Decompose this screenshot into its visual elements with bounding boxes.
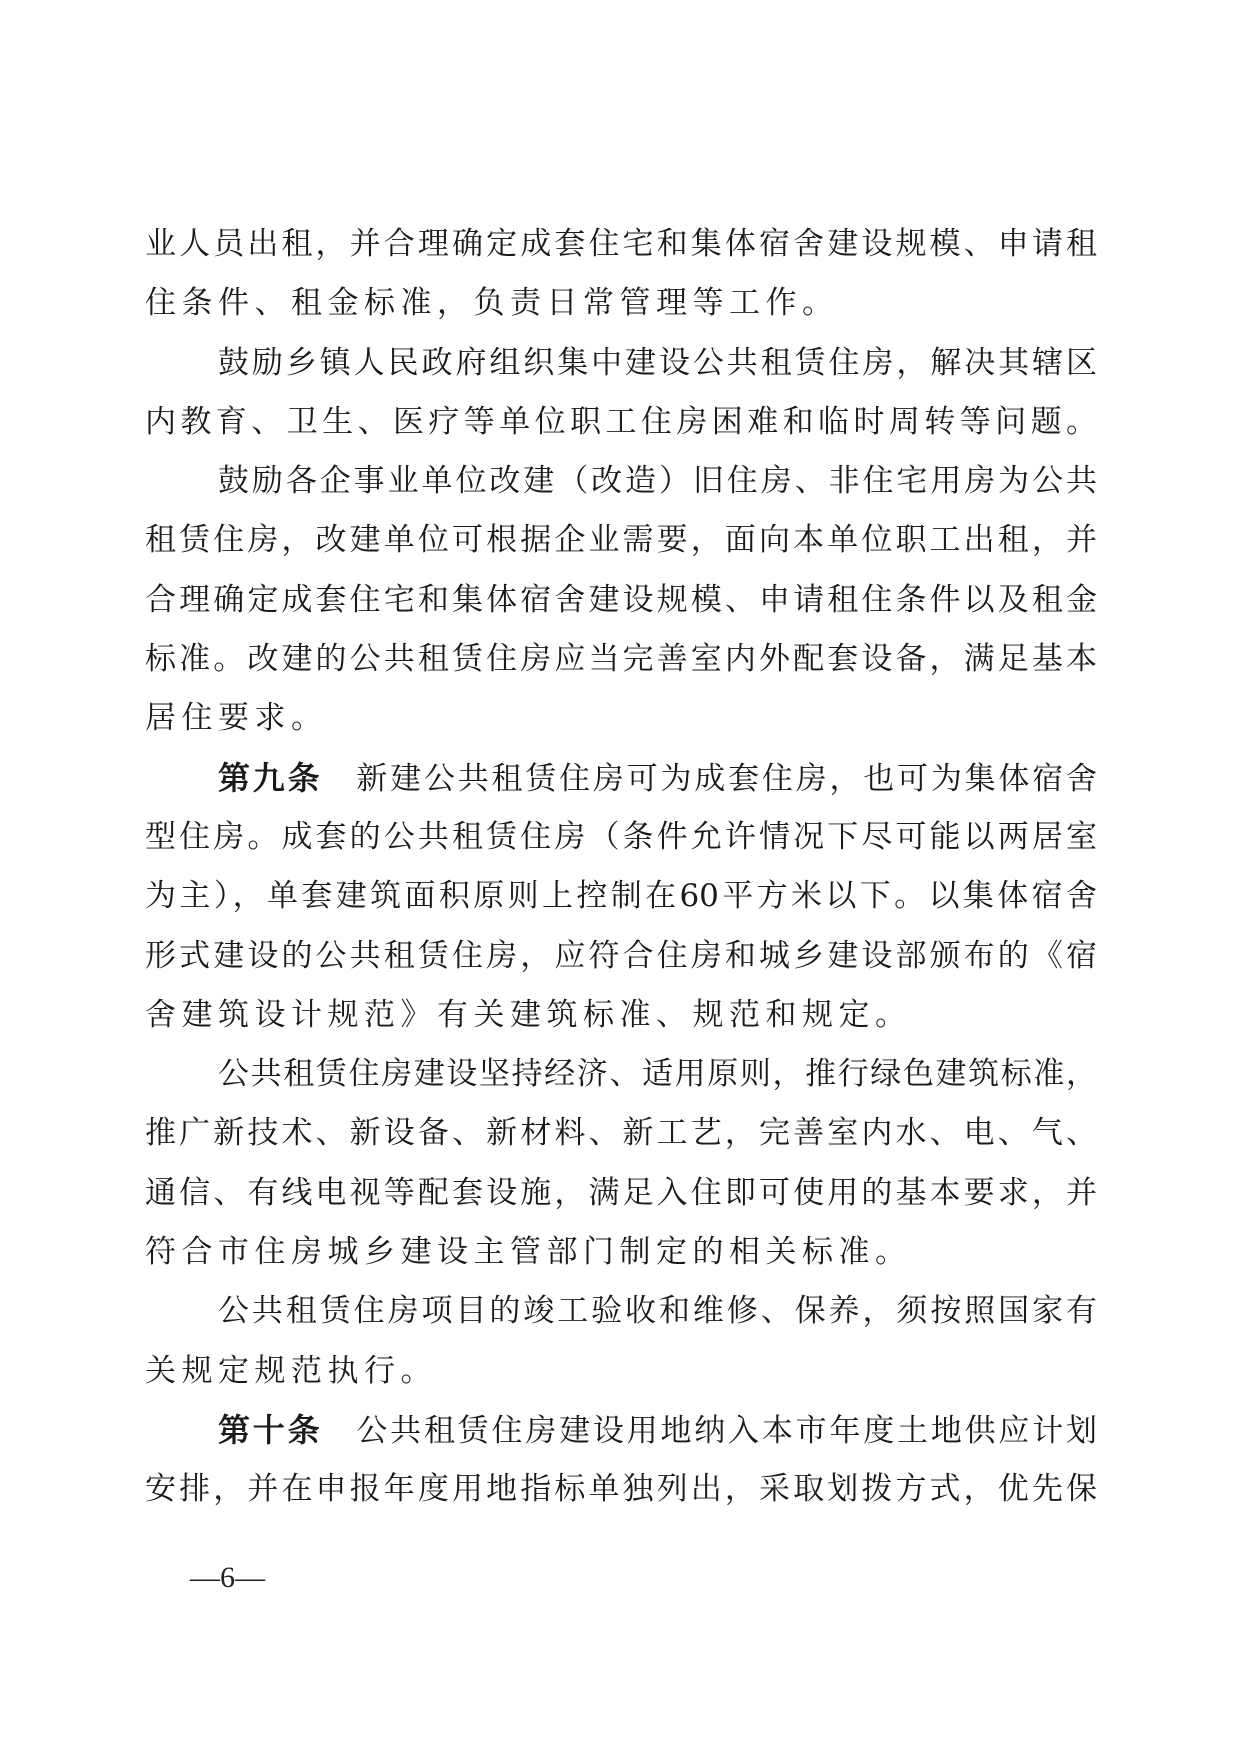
document-body	[145, 215, 1097, 1520]
text-line: 形式建设的公共租赁住房，应符合住房和城乡建设部颁布的《宿	[145, 937, 1097, 974]
article-heading: 第九条	[218, 758, 323, 797]
text-line: 通信、有线电视等配套设施，满足入住即可使用的基本要求，并	[145, 1174, 1097, 1211]
text-line: 型住房。成套的公共租赁住房（条件允许情况下尽可能以两居室	[145, 818, 1097, 855]
text-line: 舍建筑设计规范》有关建筑标准、规范和规定。	[145, 996, 912, 1033]
text-line: 居住要求。	[145, 700, 328, 737]
text-line: 为主），单套建筑面积原则上控制在60平方米以下。以集体宿舍	[145, 878, 1097, 915]
text-line: 租赁住房，改建单位可根据企业需要，面向本单位职工出租，并	[145, 522, 1097, 559]
text-line: 标准。改建的公共租赁住房应当完善室内外配套设备，满足基本	[145, 641, 1097, 678]
article-text: 公共租赁住房建设用地纳入本市年度土地供应计划	[356, 1412, 1097, 1449]
article-9-line	[145, 749, 1097, 808]
paragraph-start-line: 鼓励乡镇人民政府组织集中建设公共租赁住房，解决其辖区	[218, 344, 1097, 381]
article-10-line	[145, 1401, 1097, 1460]
text-line: 安排，并在申报年度用地指标单独列出，采取划拨方式，优先保	[145, 1471, 1097, 1508]
page-number: —6—	[190, 1561, 265, 1594]
text-line: 推广新技术、新设备、新材料、新工艺，完善室内水、电、气、	[145, 1115, 1097, 1152]
text-line: 符合市住房城乡建设主管部门制定的相关标准。	[145, 1234, 912, 1271]
paragraph-start-line: 公共租赁住房项目的竣工验收和维修、保养，须按照国家有	[218, 1293, 1097, 1330]
article-heading: 第十条	[218, 1410, 323, 1449]
text-line: 内教育、卫生、医疗等单位职工住房困难和临时周转等问题。	[145, 403, 1097, 440]
text-line: 合理确定成套住宅和集体宿舍建设规模、申请租住条件以及租金	[145, 581, 1097, 618]
text-line: 业人员出租，并合理确定成套住宅和集体宿舍建设规模、申请租	[145, 226, 1097, 262]
text-line: 住条件、租金标准，负责日常管理等工作。	[145, 285, 839, 322]
paragraph-start-line: 鼓励各企事业单位改建（改造）旧住房、非住宅用房为公共	[218, 463, 1097, 500]
text-line: 关规定规范执行。	[145, 1352, 437, 1389]
paragraph-start-line: 公共租赁住房建设坚持经济、适用原则，推行绿色建筑标准，	[218, 1056, 1097, 1093]
article-text: 新建公共租赁住房可为成套住房，也可为集体宿舍	[356, 760, 1097, 797]
